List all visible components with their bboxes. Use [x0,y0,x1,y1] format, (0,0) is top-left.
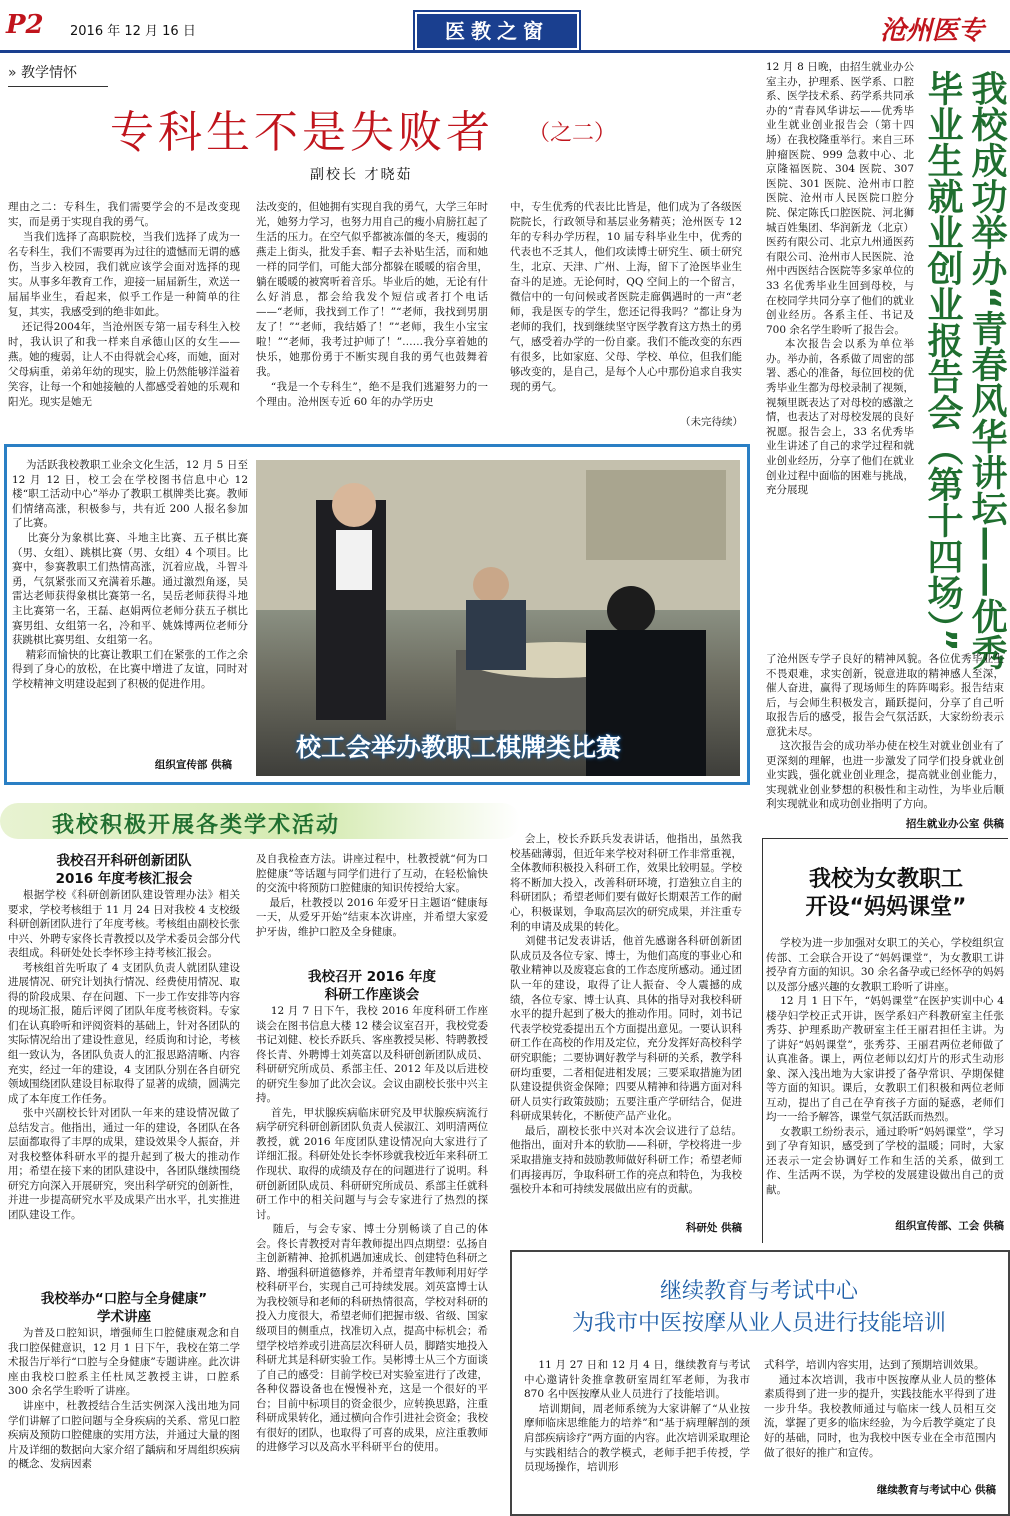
academic-text-3b: 会上，校长乔跃兵发表讲话，他指出，虽然我校基础薄弱，但近年来学校对科研工作非常重视，全体教师积极投入科研工作，效果比较明显。学校将不断加大投入，改善科研环境，打造独立自主的科研团队；希望老师们要有做好长期艰苦工作的耐心，积极谋划，争取高层次的研究成果，并注重专利的申请及成果的转化。 刘健书记发表讲话，他首先感谢各科研创新团队成员及各位专家、博士，为他们高度的事业心和敬业精神以及废寝忘食的工作态度所感动。通过团队一年的建设，取得了让人振奋、令人震撼的成绩，各位专家、博士认真、具体的指导对我校科研水平的提升起到了极大的推动作用。同时，刘书记代表学校党委提出五个方面提出意见。一要认识科研工作在高校的作用及定位，充分发挥好高校科学研究职能；二要协调好教学与科研的关系，教学科研均重要，二者相促进相发展；三要采取措施为团队建设提供资金保障；四要从精神和待遇方面对科研人员实行政策鼓励；五要注重产学研结合，促进科研成果转化，不断使产品产业化。 最后，副校长张中兴对本次会议进行了总结。他指出，面对升本的软肋——科研，学校将进一步采取措施支持和鼓励教师做好科研工作；希望老师们再接再厉，争取科研工作的亮点和特色，为我校强校升本和可持续发展做出应有的贡献。 [510,833,742,1196]
brand-logo: 沧州医专 [880,16,985,46]
chevron-right-icon: » [8,65,17,81]
page-number: P2 [6,10,44,40]
academic-text-1: 根据学校《科研创新团队建设管理办法》相关要求，学校考核组于 11 月 24 日对我校 4 支校级科研创新团队进行了年度考核。考核组由副校长张中兴、外聘专家佟长青教授以及学术委员会部分代表组成。科研处处长李怀珍主持考核汇报会。 考核组首先听取了 4 支团队负责人就团队建设进展情况、研究计划执行情况、经费使用情况、取得的阶段成果、存在问题、下一步工作安排等内容的现场汇报，随后评阅了团队年度考核资料。专家们在认真聆听和评阅资料的基础上，针对各团队的实际情况给出了建设性意见，经质询和讨论，考核组一致认为，各团队负责人的汇报思路清晰、内容充实，经过一年的建设，4 支团队分别在各自研究领域围绕团队建设目标取得了显著的成绩，圆满完成了本年度工作任务。 张中兴副校长针对团队一年来的建设情况做了总结发言。他指出，通过一年的建设，各团队在各层面都取得了丰厚的成果，建设效果令人振奋，并对我校整体科研水平的提升起到了极大的推动作用；希望在接下来的团队建设中，各团队继续围绕研究方向深入开展研究，突出科学研究的创新性，并进一步提高研究水平及成果产出水平，扎实推进团队建设工作。 [8,889,241,1222]
careers-text-top: 12 月 8 日晚，由招生就业办公室主办，护理系、医学系、口腔系、医学技术系、药学系共同承办的“青春风华讲坛——优秀毕业生就业创业报告会（第十四场）在我校隆重举行。来自三环肿瘤医院、999 急救中心、北京隆福医院、304 医院、307 医院、301 医院、沧州市口腔医院、沧州市人民医院口腔分院、保定陈氏口腔医院、河北狮城百姓集团、华润新龙（北京）医药有限公司、北京九州通医药有限公司、沧州市人民医院、沧州中西医结合医院等多家单位的 33 名优秀毕业生回到母校，与在校同学共同分享了他们的就业创业经历。各系主任、书记及 700 余名学生聆听了报告会。 本次报告会以系为单位举办。举办前，各系做了周密的部署、悉心的准备，每位回校的优秀毕业生都为母校录制了视频，视频里既表达了对母校的感激之情，也表达了对母校发展的良好祝愿。报告会上，33 名优秀毕业生讲述了自己的求学过程和就业创业经历，分享了他们在就业创业过程中面临的困难与挑战，充分展现 [766,61,914,497]
header-rule [0,50,1010,53]
training-credit: 继续教育与考试中心 供稿 [876,1484,996,1496]
mother-class-title: 我校为女教职工 开设“妈妈课堂” [805,867,967,920]
training-text-2: 式科学，培训内容实用，达到了预期培训效果。 通过本次培训，我市中医按摩从业人员的整体素质得到了进一步的提升，实践技能水平得到了进一步升华。我校教师通过与临床一线人员相互交流，掌握了更多的临床经验，为今后教学奠定了良好的基础，同时，也为我校中医专业在全市范围内做了很好的推广和宣传。 [764,1359,996,1459]
chess-article-text: 为活跃我校教职工业余文化生活，12 月 5 日至 12 月 12 日，校工会在学校图书信息中心 12 楼“职工活动中心”举办了教职工棋牌类比赛。教师们情绪高涨，积极参与，共有近 200 人报名参加了比赛。 比赛分为象棋比赛、斗地主比赛、五子棋比赛（男、女组）、跳棋比赛（男、女组）4 个项目。比赛中，参赛教职工们热情高涨，沉着应战，斗智斗勇，气氛紧张而又充满着乐趣。通过激烈角逐，吴雷达老师获得象棋比赛第一名，吴岳老师获得斗地主比赛第一名，王磊、赵娟两位老师分获五子棋比赛男组、女组第一名，冷和平、姚姝博两位老师分获跳棋比赛男组、女组第一名。 精彩而愉快的比赛让教职工们在紧张的工作之余得到了身心的放松，在比赛中增进了友谊，同时对学校精神文明建设起到了积极的促进作用。 [12,459,249,690]
article-column-1: 理由之二：专科生，我们需要学会的不是改变现实，而是勇于实现自我的勇气。 当我们选择了高职院校，当我们选择了成为一名专科生，我们不需要再为过往的遗憾而无谓的感伤，当步入校园，我们就应该学会面对选择的现实。从事多年教育工作，迎接一届届新生，欢送一届届毕业生，看起来，似乎工作是一种简单的往复，其实，我感受到的绝非如此。 还记得2004年，当沧州医专第一届专科生入校时，我认识了和我一样来自承德山区的女生——燕。她的瘦弱，让人不由得就会心疼，而她，面对父母病重，弟弟年幼的现实，脸上仍然能够洋溢着笑容，让每一个和她接触的人都感受着她的乐观和阳光。现实是她无 [8,201,240,408]
academic-subtitle-3: 我校召开 2016 年度 科研工作座谈会 [308,969,436,1003]
article-column-2: 法改变的，但她拥有实现自我的勇气，大学三年时光，她努力学习，也努力用自己的瘦小肩膀扛起了生活的压力。在空气似乎都被冻僵的冬天，瘦弱的燕走上街头，批发手套、帽子去补贴生活，而和她一样的同学们，可能大部分都躲在暖暖的宿舍里，躺在暖暖的被窝听着音乐。毕业后的她，无论有什么好消息，都会给我发个短信或者打个电话——“老师，我找到工作了！”“老师，我找到男朋友了！”“老师，我结婚了！”“老师，我生小宝宝啦！”“老师，我考过护师了！”……我分享着她的快乐，她那份勇于不断实现自我的勇气也鼓舞着我。 “我是一个专科生”，绝不是我们逃避努力的一个理由。沧州医专近 60 年的办学历史 [256,201,488,408]
chess-photo-caption: 校工会举办教职工棋牌类比赛 [296,733,622,762]
issue-date: 2016 年 12 月 16 日 [70,24,196,39]
careers-text-bottom: 了沧州医专学子良好的精神风貌。各位优秀毕业生不畏艰难，求实创新，锐意进取的精神感人至深，催人奋进，赢得了现场师生的阵阵喝彩。报告结束后，与会师生积极发言，踊跃提问，分享了自己听取报告后的感受，报告会气氛活跃，大家纷纷表示意犹未尽。 这次报告会的成功举办使在校生对就业创业有了更深刻的理解，也进一步激发了同学们投身就业创业实践，强化就业创业理念，提高就业创业能力，实现就业创业梦想的积极性和主动性，为毕业后顺利实现就业和成功创业指明了方向。 [766,653,1004,810]
academic-text-2b: 及自我检查方法。讲座过程中，杜教授就“何为口腔健康”等话题与同学们进行了互动，在轻松愉快的交流中将预防口腔健康的知识传授给大家。 最后，杜教授以 2016 年爱牙日主题语“健康每一天，从爱牙开始”结束本次讲座，并希望大家爱护牙齿，维护口腔及全身健康。 [256,853,488,938]
mother-class-text: 学校为进一步加强对女职工的关心，学校组织宣传部、工会联合开设了“妈妈课堂”，为女教职工讲授孕育方面的知识。30 余名备孕或已经怀孕的妈妈以及部分感兴趣的女教职工聆听了讲座。 12 月 1 日下午，“妈妈课堂”在医护实训中心 4 楼孕妇学校正式开讲，医学系妇产科教研室主任张秀芬、护理系助产教研室主任王丽君担任主讲。为了讲好“妈妈课堂”，张秀芬、王丽君两位老师做了认真准备。课上，两位老师以幻灯片的形式生动形象、深入浅出地为大家讲授了备孕常识、孕期保健等方面的知识。课后，女教职工们积极和两位老师互动，提出了自己在孕育孩子方面的疑惑，老师们均一一给予解答，课堂气氛活跃而热烈。 女教职工纷纷表示，通过聆听“妈妈课堂”，学习到了孕育知识，感受到了学校的温暖；同时，大家还表示一定会协调好工作和生活的关系，做到工作、生活两不误，为学校的发展建设做出自己的贡献。 [766,937,1004,1196]
training-title-line-1: 继续教育与考试中心 [659,1279,858,1304]
careers-credit: 招生就业办公室 供稿 [905,818,1004,830]
divider [762,838,763,1243]
article-column-3: 中，专生优秀的代表比比皆是，他们成为了各级医院院长，行政领导和基层业务精英；沧州医专 12 年的专科办学历程，10 届专科毕业生中，优秀的代表也不乏其人，他们攻读博士研究生、硕士研究生，北京、天津、广州、上海，留下了沧医毕业生奋斗的足迹。无论何时，QQ 空间上的一个留言，微信中的一句问候或者医院走廊偶遇时的一声“老师，我是医专的学生，您还记得我吗？”都让身为老师的我们，找到继续坚守医学教育这方热土的勇气，感受着办学的一份自豪。我们不能改变的东西有很多，比如家庭、父母、学校、单位，但我们能够改变的，是自己，是每个人心中那份追求自我实现的勇气。 [510,201,746,393]
divider [762,838,1008,839]
academic-text-2: 为普及口腔知识，增强师生口腔健康观念和自我口腔保健意识，12 月 1 日下午，我校在第二学术报告厅举行“口腔与全身健康”专题讲座。此次讲座由我校口腔系主任杜凤芝教授主讲，口腔系 300 余名学生聆听了讲座。 讲座中，杜教授结合生活实例深入浅出地为同学们讲解了口腔问题与全身疾病的关系、常见口腔疾病及预防口腔健康的实用方法，并通过大量的图片及详细的数据向大家介绍了龋病和牙周组织疾病的概念、发病因素 [8,1327,240,1471]
mother-class-credit: 组织宣传部、工会 供稿 [895,1220,1004,1232]
article-title-suffix: （之二） [528,121,617,146]
academic-credit: 科研处 供稿 [685,1222,742,1234]
chess-credit: 组织宣传部 供稿 [154,759,232,771]
section-tag [8,62,108,87]
training-title-line-2: 为我市中医按摩从业人员进行技能培训 [571,1311,946,1336]
academic-banner-title: 我校积极开展各类学术活动 [52,813,341,838]
training-text-1: 11 月 27 日和 12 月 4 日，继续教育与考试中心邀请针灸推拿教研室周红军老师，为我市 870 名中医按摩从业人员进行了技能培训。 培训期间，周老师系统为大家讲解了“从业按摩师临床思维能力的培养”和“基于病理解剖的颈肩部疾病诊疗”两方面的内容。此次培训采取理论与实践相结合的教学模式，老师手把手传授，学员现场操作，培训形 [524,1359,750,1474]
article-byline: 副校长 才晓茹 [310,167,413,183]
column-name: 医教之窗 [415,12,579,50]
careers-title-box [920,70,1007,670]
academic-text-3: 12 月 7 日下午，我校 2016 年度科研工作座谈会在图书信息大楼 12 楼会议室召开，我校党委书记刘健、校长乔跃兵、客座教授吴彬、特聘教授佟长青、外聘博士刘英富以及科研创新团队成员、科研研究所成员、系部主任、2012 年及以后进校的研究生参加了此次会议。会议由副校长张中兴主持。 首先，甲状腺疾病临床研究及甲状腺疾病流行病学研究科研创新团队负责人侯淑江、刘明清两位教授，就 2016 年度团队建设情况向大家进行了详细汇报。科研处处长李怀珍就我校近年来科研工作现状、取得的成绩及存在的问题进行了说明。科研创新团队成员、科研研究所成员、系部主任就科研工作中的相关问题与与会专家进行了热烈的探讨。 随后，与会专家、博士分别畅谈了自己的体会。佟长青教授对青年教师提出四点期望：弘扬自主创新精神、抢抓机遇加速成长、创建特色科研之路、增强科研道德修养，并希望青年教师利用好学校科研平台，实现自己可持续发展。刘英富博士认为我校领导和老师的科研热情很高，学校对科研的投入力度很大，希望老师们把握市级、省级、国家级项目的侧重点，找准切入点，提高中标机会；希望学校培养或引进高层次科研人员，脚踏实地投入科研尤其是科研实验工作。吴彬博士从三个方面谈了自己的感受：目前学校已对实验室进行了改建，各种仪器设备也在慢慢补充，这是一个很好的平台；目前中标项目的资金很少，应转换思路，注重科研成果转化，通过横向合作引进社会资金；我校有很好的团队，也取得了可喜的成果，应注重教师的进修学习以及高水平科研平台的使用。 [256,1005,489,1454]
article-title: 专科生不是失败者 [110,107,494,158]
section-tag-label: 教学情怀 [21,65,78,81]
academic-subtitle-1: 我校召开科研创新团队 2016 年度考核汇报会 [55,853,193,887]
careers-title: 我校成功举办“青春风华讲坛——优秀毕业生就业创业报告会（第十四场）” [922,70,1007,670]
academic-subtitle-2: 我校举办“口腔与全身健康” 学术讲座 [40,1291,208,1325]
to-be-continued: （未完待续） [680,416,743,428]
